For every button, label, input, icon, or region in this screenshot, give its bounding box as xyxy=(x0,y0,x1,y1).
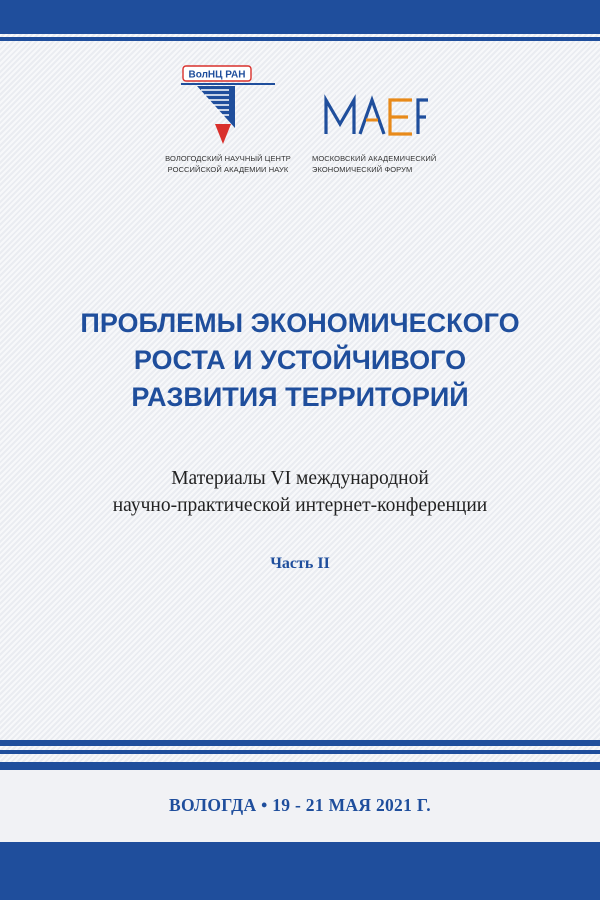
maef-caption-line1: МОСКОВСКИЙ АКАДЕМИЧЕСКИЙ xyxy=(312,154,437,163)
maef-caption xyxy=(312,153,462,175)
title-line1: ПРОБЛЕМЫ ЭКОНОМИЧЕСКОГО xyxy=(80,308,520,338)
volnc-ran-logo xyxy=(175,62,285,148)
part-label: Часть II xyxy=(270,555,330,572)
maef-logo xyxy=(322,94,432,138)
place-and-date: ВОЛОГДА • 19 - 21 МАЯ 2021 Г. xyxy=(169,795,431,815)
volnc-badge-text: ВолНЦ РАН xyxy=(188,69,246,81)
title-line3: РАЗВИТИЯ ТЕРРИТОРИЙ xyxy=(131,382,469,412)
book-subtitle xyxy=(0,465,600,519)
volnc-caption xyxy=(148,153,308,175)
subtitle-line2: научно-практической интернет-конференции xyxy=(112,495,488,516)
title-line2: РОСТА И УСТОЙЧИВОГО xyxy=(133,345,467,375)
volnc-caption-line2: РОССИЙСКОЙ АКАДЕМИИ НАУК xyxy=(167,165,289,174)
volnc-caption-line1: ВОЛОГОДСКИЙ НАУЧНЫЙ ЦЕНТР xyxy=(165,154,291,163)
subtitle-line1: Материалы VI международной xyxy=(171,468,429,489)
top-blue-stripe xyxy=(0,37,600,41)
bottom-blue-stripe-2 xyxy=(0,750,600,754)
bottom-blue-stripe-1 xyxy=(0,740,600,746)
maef-caption-line2: ЭКОНОМИЧЕСКИЙ ФОРУМ xyxy=(312,165,413,174)
book-title xyxy=(0,305,600,416)
top-blue-bar xyxy=(0,0,600,34)
